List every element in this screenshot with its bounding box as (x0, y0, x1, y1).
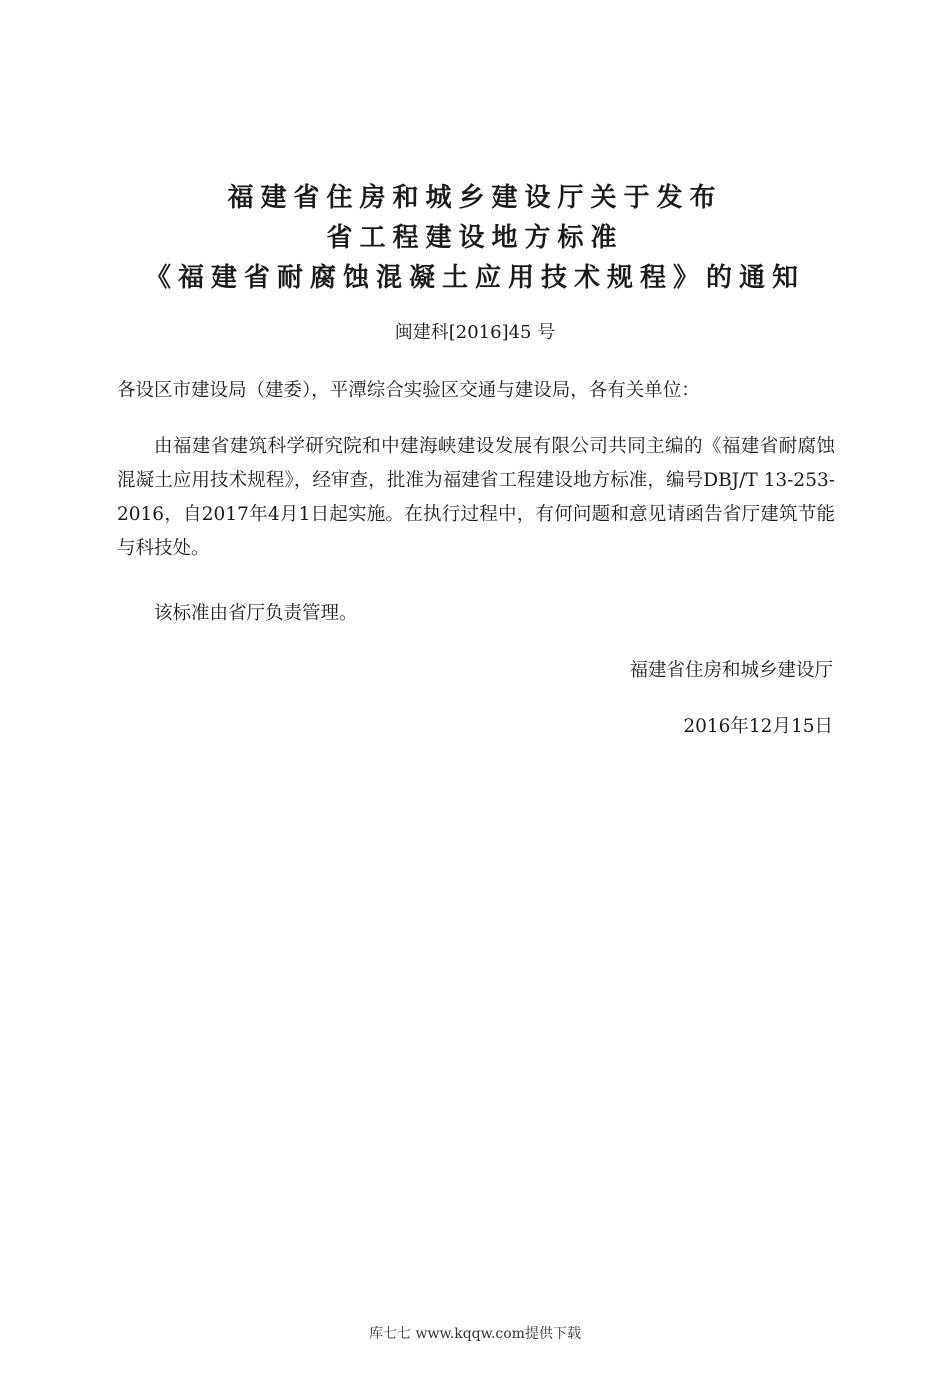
title-line-3: 《福建省耐腐蚀混凝土应用技术规程》的通知 (144, 263, 805, 293)
issue-date: 2016年12月15日 (683, 716, 833, 737)
body-paragraph-2: 该标准由省厅负责管理。 (154, 603, 358, 624)
document-number: 闽建科[2016]45 号 (394, 322, 556, 343)
issuer-signature: 福建省住房和城乡建设厅 (629, 660, 833, 681)
footer-watermark: 库七七 www.kqqw.com提供下载 (369, 1326, 581, 1342)
body-paragraph-1: 由福建省建筑科学研究院和中建海峡建设发展有限公司共同主编的《福建省耐腐蚀混凝土应用技术规程》，经审查，批准为福建省工程建设地方标准，编号DBJ/T 13-253-2016，自2017年4月1日起实施。在执行过程中，有何问题和意见请函告省厅建筑节能与科技处。 (117, 436, 835, 559)
title-line-2: 省工程建设地方标准 (326, 223, 624, 253)
title-line-1: 福建省住房和城乡建设厅关于发布 (227, 183, 723, 213)
notice-title (0, 178, 950, 298)
salutation: 各设区市建设局（建委），平潭综合实验区交通与建设局，各有关单位： (117, 380, 700, 401)
